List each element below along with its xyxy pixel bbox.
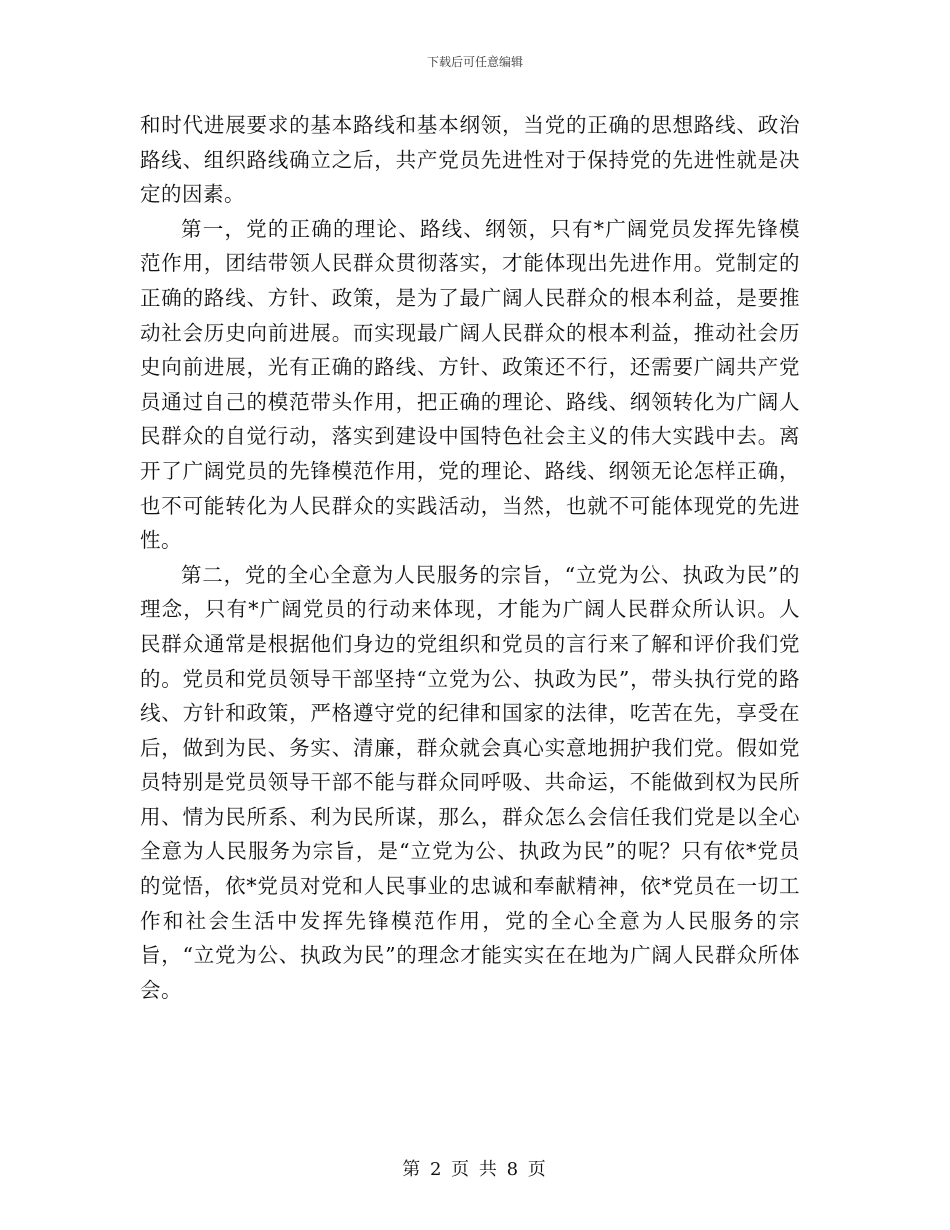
- paragraph-second-point: 第二，党的全心全意为人民服务的宗旨，“立党为公、执政为民”的理念，只有*广阔党员的行动来体现，才能为广阔人民群众所认识。人民群众通常是根据他们身边的党组织和党员的言行来了解和评价我们党的。党员和党员领导干部坚持“立党为公、执政为民”，带头执行党的路线、方针和政策，严格遵守党的纪律和国家的法律，吃苦在先，享受在后，做到为民、务实、清廉，群众就会真心实意地拥护我们党。假如党员特别是党员领导干部不能与群众同呼吸、共命运，不能做到权为民所用、情为民所系、利为民所谋，那么，群众怎么会信任我们党是以全心全意为人民服务为宗旨，是“立党为公、执政为民”的呢？只有依*党员的觉悟，依*党员对党和人民事业的忠诚和奉献精神，依*党员在一切工作和社会生活中发挥先锋模范作用，党的全心全意为人民服务的宗旨，“立党为公、执政为民”的理念才能实实在在地为广阔人民群众所体会。: [140, 562, 800, 1002]
- body-text: [140, 108, 800, 1007]
- page-number-footer: 第 2 页 共 8 页: [402, 1159, 548, 1180]
- page-header: 下载后可任意编辑: [426, 55, 523, 69]
- paragraph-first-point: 第一，党的正确的理论、路线、纲领，只有*广阔党员发挥先锋模范作用，团结带领人民群众贯彻落实，才能体现出先进作用。党制定的正确的路线、方针、政策，是为了最广阔人民群众的根本利益，是要推动社会历史向前进展。而实现最广阔人民群众的根本利益，推动社会历史向前进展，光有正确的路线、方针、政策还不行，还需要广阔共产党员通过自己的模范带头作用，把正确的理论、路线、纲领转化为广阔人民群众的自觉行动，落实到建设中国特色社会主义的伟大实践中去。离开了广阔党员的先锋模范作用，党的理论、路线、纲领无论怎样正确，也不可能转化为人民群众的实践活动，当然，也就不可能体现党的先进性。: [140, 216, 800, 553]
- paragraph-continuation: 和时代进展要求的基本路线和基本纲领，当党的正确的思想路线、政治路线、组织路线确立之后，共产党员先进性对于保持党的先进性就是决定的因素。: [140, 113, 800, 207]
